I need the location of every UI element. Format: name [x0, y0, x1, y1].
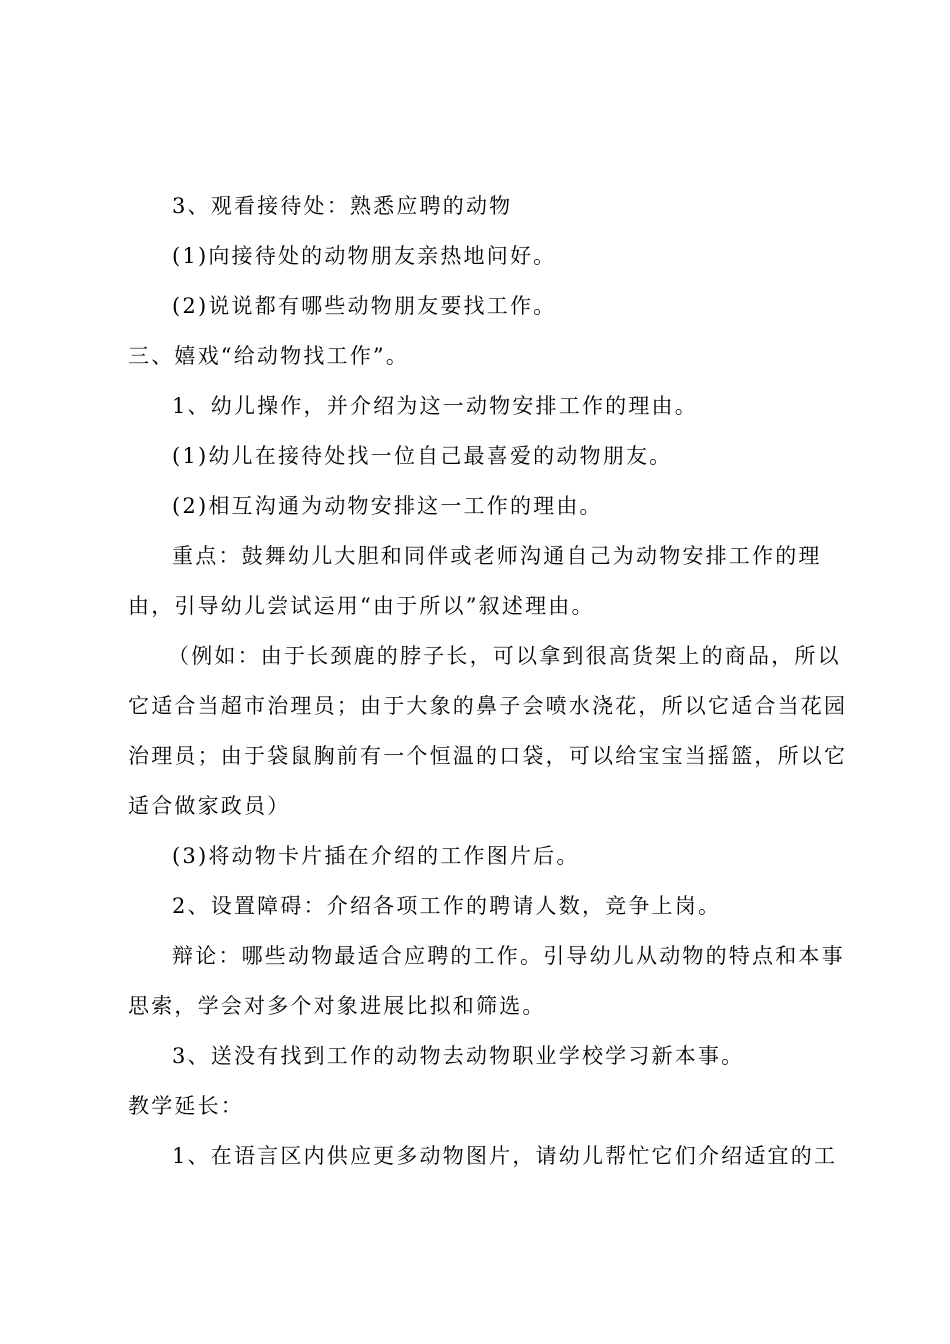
- example-line-2: 它适合当超市治理员；由于大象的鼻子会喷水浇花，所以它适合当花园: [128, 694, 848, 718]
- example-line-1: （例如：由于长颈鹿的脖子长，可以拿到很高货架上的商品，所以: [168, 644, 841, 668]
- key-point-line-1: 重点：鼓舞幼儿大胆和同伴或老师沟通自己为动物安排工作的理: [172, 544, 822, 568]
- step-3-observe-reception: 3、观看接待处：熟悉应聘的动物: [172, 194, 513, 218]
- step-2-obstacles: 2、设置障碍：介绍各项工作的聘请人数，竞争上岗。: [172, 894, 722, 918]
- section-3-heading: 三、嬉戏“给动物找工作”。: [128, 344, 410, 368]
- substep-2-discuss: (2)说说都有哪些动物朋友要找工作。: [172, 294, 557, 318]
- extension-item-1: 1、在语言区内供应更多动物图片，请幼儿帮忙它们介绍适宜的工: [172, 1144, 838, 1168]
- example-line-3: 治理员；由于袋鼠胸前有一个恒温的口袋，可以给宝宝当摇篮，所以它: [128, 744, 848, 768]
- substep-3-insert-cards: (3)将动物卡片插在介绍的工作图片后。: [172, 844, 580, 868]
- step-1-operation: 1、幼儿操作，并介绍为这一动物安排工作的理由。: [172, 394, 698, 418]
- key-point-line-2: 由，引导幼儿尝试运用“由于所以”叙述理由。: [128, 594, 595, 618]
- substep-2-communicate: (2)相互沟通为动物安排这一工作的理由。: [172, 494, 603, 518]
- example-line-4: 适合做家政员）: [128, 794, 291, 818]
- debate-line-1: 辩论：哪些动物最适合应聘的工作。引导幼儿从动物的特点和本事: [172, 944, 845, 968]
- debate-line-2: 思索，学会对多个对象进展比拟和筛选。: [128, 994, 546, 1018]
- step-3-vocational-school: 3、送没有找到工作的动物去动物职业学校学习新本事。: [172, 1044, 745, 1068]
- teaching-extension-heading: 教学延长：: [128, 1094, 244, 1118]
- substep-1-find-friend: (1)幼儿在接待处找一位自己最喜爱的动物朋友。: [172, 444, 673, 468]
- substep-1-greet: (1)向接待处的动物朋友亲热地问好。: [172, 244, 557, 268]
